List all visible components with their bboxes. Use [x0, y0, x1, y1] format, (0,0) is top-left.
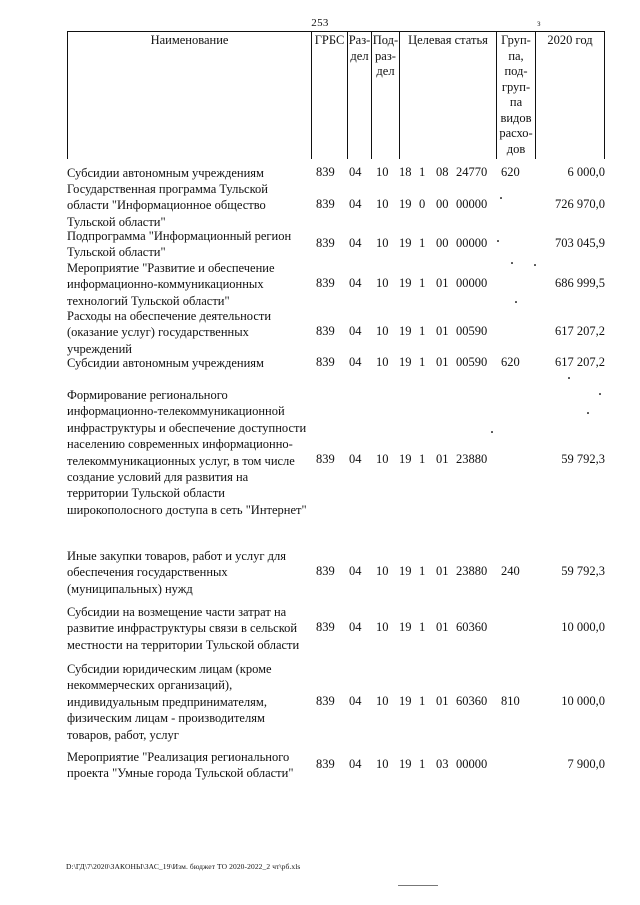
- row-target-4: 24770: [456, 165, 488, 179]
- row-target-2: 1: [419, 564, 426, 578]
- header-year: 2020 год: [535, 31, 605, 159]
- row-target-4: 23880: [456, 564, 488, 578]
- row-target-1: 19: [399, 236, 412, 250]
- row-target-1: 19: [399, 694, 412, 708]
- footer-file-path: D:\ГД\7\2020\ЗАКОНЫ\ЗАС_19\Изм. бюджет ТО 2020-2022_2 чт\рб.xls: [66, 862, 301, 871]
- row-grbs: 839: [316, 452, 335, 466]
- row-group: 810: [501, 694, 520, 708]
- row-target-3: 01: [436, 564, 449, 578]
- row-target-2: 1: [419, 276, 426, 290]
- row-target-4: 00000: [456, 236, 488, 250]
- row-amount: 617 207,2: [555, 355, 605, 369]
- row-target-1: 19: [399, 564, 412, 578]
- row-razdel: 04: [349, 276, 362, 290]
- row-target-2: 0: [419, 197, 426, 211]
- row-razdel: 04: [349, 324, 362, 338]
- scan-speck: [511, 262, 513, 264]
- row-grbs: 839: [316, 165, 335, 179]
- scan-speck: [497, 240, 499, 242]
- row-name: Государственная программа Тульской области "Информационное общество Тульской области": [67, 182, 268, 229]
- header-target-article: Целевая статья: [399, 31, 496, 159]
- row-target-4: 60360: [456, 620, 488, 634]
- row-grbs: 839: [316, 236, 335, 250]
- row-grbs: 839: [316, 197, 335, 211]
- row-razdel: 04: [349, 165, 362, 179]
- row-group: 620: [501, 165, 520, 179]
- row-amount: 10 000,0: [561, 694, 605, 708]
- row-target-3: 00: [436, 236, 449, 250]
- row-grbs: 839: [316, 324, 335, 338]
- row-name: Субсидии автономным учреждениям: [67, 356, 264, 370]
- row-grbs: 839: [316, 276, 335, 290]
- row-target-1: 19: [399, 757, 412, 771]
- row-target-2: 1: [419, 694, 426, 708]
- scan-speck: [599, 393, 601, 395]
- row-podrazdel: 10: [376, 236, 389, 250]
- row-target-3: 03: [436, 757, 449, 771]
- row-target-3: 01: [436, 694, 449, 708]
- row-target-1: 19: [399, 355, 412, 369]
- row-amount: 686 999,5: [555, 276, 605, 290]
- header-name: Наименование: [67, 31, 311, 159]
- row-amount: 703 045,9: [555, 236, 605, 250]
- row-razdel: 04: [349, 236, 362, 250]
- row-amount: 59 792,3: [561, 452, 605, 466]
- row-target-3: 00: [436, 197, 449, 211]
- row-amount: 10 000,0: [561, 620, 605, 634]
- row-amount: 726 970,0: [555, 197, 605, 211]
- row-amount: 59 792,3: [561, 564, 605, 578]
- row-target-2: 1: [419, 165, 426, 179]
- row-podrazdel: 10: [376, 757, 389, 771]
- row-grbs: 839: [316, 620, 335, 634]
- row-amount: 7 900,0: [567, 757, 605, 771]
- row-target-2: 1: [419, 757, 426, 771]
- row-podrazdel: 10: [376, 694, 389, 708]
- row-group: 620: [501, 355, 520, 369]
- header-podrazdel: Под- раз- дел: [371, 31, 399, 159]
- footer-rule: [398, 885, 438, 886]
- row-razdel: 04: [349, 452, 362, 466]
- scan-speck: [534, 264, 536, 266]
- row-podrazdel: 10: [376, 276, 389, 290]
- row-name: Формирование регионального информационно-телекоммуникационной инфраструктуры и обеспечение доступности населению современных информационно-телекоммуникационных услуг, в том числе создание условий для развития на территории Тульской области широкополосного доступа в сеть "Интернет": [67, 388, 307, 517]
- row-target-1: 18: [399, 165, 412, 179]
- row-name: Подпрограмма "Информационный регион Тульской области": [67, 229, 292, 260]
- row-target-2: 1: [419, 324, 426, 338]
- row-target-1: 19: [399, 452, 412, 466]
- row-podrazdel: 10: [376, 564, 389, 578]
- row-name: Расходы на обеспечение деятельности (оказание услуг) государственных учреждений: [67, 309, 272, 356]
- row-target-3: 01: [436, 355, 449, 369]
- row-razdel: 04: [349, 355, 362, 369]
- row-target-4: 23880: [456, 452, 488, 466]
- row-grbs: 839: [316, 564, 335, 578]
- row-name: Мероприятие "Развитие и обеспечение информационно-коммуникационных технологий Тульской области": [67, 261, 275, 308]
- scan-speck: [500, 197, 502, 199]
- row-target-3: 01: [436, 324, 449, 338]
- row-target-2: 1: [419, 236, 426, 250]
- row-razdel: 04: [349, 694, 362, 708]
- row-razdel: 04: [349, 620, 362, 634]
- row-target-1: 19: [399, 276, 412, 290]
- row-podrazdel: 10: [376, 620, 389, 634]
- table-header: [67, 31, 605, 159]
- row-grbs: 839: [316, 757, 335, 771]
- row-podrazdel: 10: [376, 165, 389, 179]
- header-grbs: ГРБС: [311, 31, 347, 159]
- row-target-1: 19: [399, 620, 412, 634]
- header-razdel: Раз- дел: [347, 31, 371, 159]
- row-target-4: 00000: [456, 757, 488, 771]
- row-grbs: 839: [316, 694, 335, 708]
- row-name: Мероприятие "Реализация регионального проекта "Умные города Тульской области": [67, 750, 294, 781]
- row-podrazdel: 10: [376, 324, 389, 338]
- row-amount: 6 000,0: [567, 165, 605, 179]
- row-target-3: 01: [436, 452, 449, 466]
- row-target-3: 01: [436, 276, 449, 290]
- row-podrazdel: 10: [376, 197, 389, 211]
- row-target-1: 19: [399, 324, 412, 338]
- row-target-2: 1: [419, 620, 426, 634]
- row-target-3: 01: [436, 620, 449, 634]
- row-target-4: 00000: [456, 197, 488, 211]
- row-target-3: 08: [436, 165, 449, 179]
- row-razdel: 04: [349, 564, 362, 578]
- row-target-4: 60360: [456, 694, 488, 708]
- row-name: Иные закупки товаров, работ и услуг для обеспечения государственных (муниципальных) нужд: [67, 549, 287, 596]
- header-expense-group: Груп- па, под- груп- па видов расхо- дов: [496, 31, 535, 159]
- row-target-1: 19: [399, 197, 412, 211]
- scan-speck: [491, 431, 493, 433]
- row-target-4: 00000: [456, 276, 488, 290]
- row-target-2: 1: [419, 355, 426, 369]
- row-target-4: 00590: [456, 355, 488, 369]
- row-name: Субсидии автономным учреждениям: [67, 166, 264, 180]
- row-name: Субсидии юридическим лицам (кроме некоммерческих организаций), индивидуальным предпринимателям, физическим лицам - производителям товаров, работ, услуг: [67, 662, 272, 742]
- scan-speck: [587, 412, 589, 414]
- page-number: 253: [311, 17, 329, 29]
- scan-speck: [515, 301, 517, 303]
- row-name: Субсидии на возмещение части затрат на развитие инфраструктуры связи в сельской местности на территории Тульской области: [67, 605, 300, 652]
- row-group: 240: [501, 564, 520, 578]
- row-razdel: 04: [349, 197, 362, 211]
- row-target-2: 1: [419, 452, 426, 466]
- corner-mark: з: [537, 18, 541, 28]
- scan-speck: [568, 377, 570, 379]
- row-razdel: 04: [349, 757, 362, 771]
- row-target-4: 00590: [456, 324, 488, 338]
- row-podrazdel: 10: [376, 355, 389, 369]
- row-grbs: 839: [316, 355, 335, 369]
- row-amount: 617 207,2: [555, 324, 605, 338]
- row-podrazdel: 10: [376, 452, 389, 466]
